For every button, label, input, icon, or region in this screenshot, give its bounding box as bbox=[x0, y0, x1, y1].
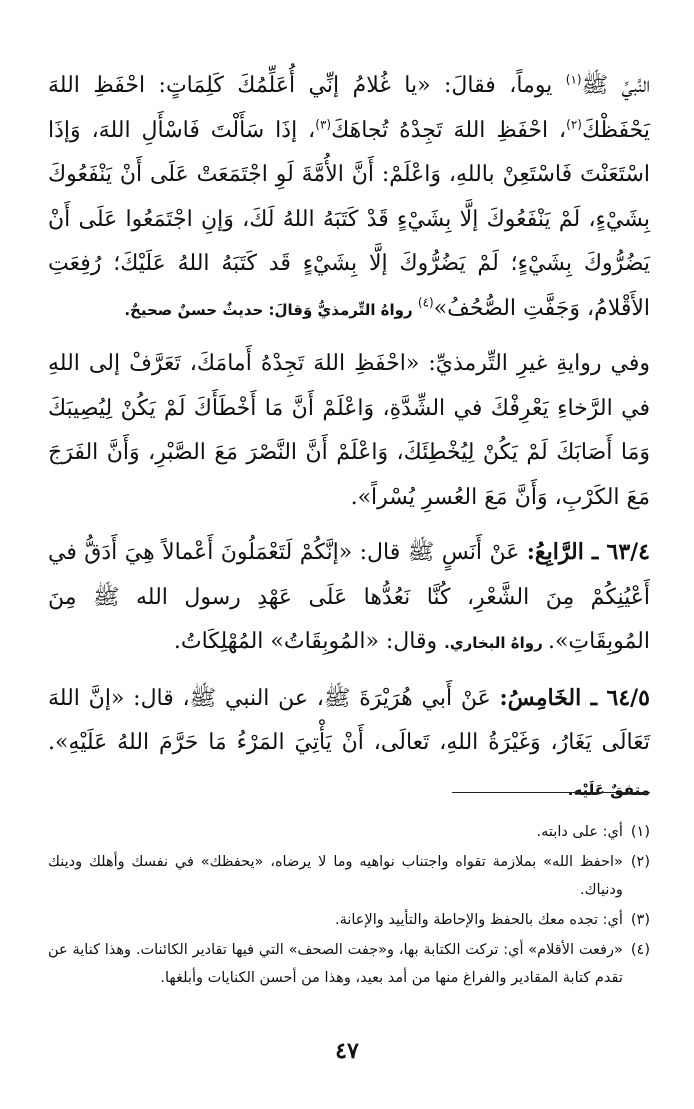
footnote-ref-1[interactable]: (١) bbox=[565, 72, 582, 87]
text-run: ، احْفَظِ اللهَ تَجِدْهُ تُجاهَكَ bbox=[331, 117, 567, 143]
text-run: النَّبيِّ ﷺ bbox=[581, 73, 650, 98]
hadith-source: متفقٌ عَلَيْه. bbox=[567, 780, 650, 799]
footnote bbox=[48, 906, 650, 934]
footnote bbox=[48, 848, 650, 904]
footnote-mark: (٤) bbox=[630, 942, 650, 958]
hadith-paragraph bbox=[48, 64, 650, 332]
footnote-divider bbox=[452, 792, 650, 793]
text-run: ، إذَا سَأَلْتَ فَاسْأَلِ اللهَ، وَإذَا اسْتَعَنْتَ فَاسْتَعِنْ باللهِ، وَاعْلَمْ: أَنَّ الأُمَّةَ لَوِ اجْتَمَعَتْ عَلَى أَنْ يَنْفَعُوكَ بِشَيْءٍ، لَمْ يَنْفَعُوكَ إلَّا بِشَيْءٍ قَدْ كَتَبَهُ اللهُ لَكَ، وَإنِ اجْتَمَعُوا عَلَى أَنْ يَضُرُّوكَ بِشَيْءٍ؛ لَمْ يَضُرُّوكَ إلَّا بِشَيْءٍ قَد كَتَبَهُ اللهُ عَلَيْكَ؛ رُفِعَتِ الأَقْلامُ، وَجَفَّتِ الصُّحُفُ» bbox=[48, 117, 650, 321]
page-number: ٤٧ bbox=[335, 1038, 359, 1064]
main-text bbox=[48, 64, 650, 812]
hadith-number: ٦٤/٥ ـ الخَامِسُ: bbox=[499, 684, 650, 711]
narration-paragraph bbox=[48, 342, 650, 520]
footnote bbox=[48, 936, 650, 992]
footnote-mark: (٣) bbox=[630, 912, 650, 928]
text-run: عَنْ أَنَسٍ ﷺ قال: «إنَّكُمْ لَتَعْمَلُونَ أَعْمالاً هِيَ أَدَقُّ في أَعْيُنِكُمْ مِنَ الشَّعْرِ، كُنَّا نَعُدُّها عَلَى عَهْدِ رسول الله ﷺ مِنَ المُوبِقَاتِ». bbox=[48, 540, 650, 654]
footnote-text: «احفظ الله» بملازمة تقواه واجتناب نواهيه وما لا يرضاه، «يحفظك» في نفسك وأهلك ودينك ودنياك. bbox=[48, 854, 623, 898]
text-run: عَنْ أَبي هُرَيْرَةَ ﷺ، عن النبي ﷺ، قال: «إنَّ اللهَ تَعَالَى يَغَارُ، وَغَيْرَةُ اللهِ، تَعالَى، أَنْ يَأْتِيَ المَرْءُ مَا حَرَّمَ اللهُ عَلَيْهِ». bbox=[48, 685, 650, 755]
footnote-ref-3[interactable]: (٣) bbox=[315, 117, 332, 132]
hadith-source: رواهُ التِّرمذيُّ وَقالَ: حديثٌ حسنٌ صحيحٌ. bbox=[124, 300, 418, 319]
footnote-text: أي: على دابته. bbox=[536, 824, 623, 840]
footnote-text: «رفعت الأقلام» أي: تركت الكتابة بها، و«جفت الصحف» التي فيها تقادير الكائنات. وهذا كناية عن تقدم كتابة المقادير والفراغ منها من أمد بعيد، وهذا من أحسن الكنايات وأبلغها. bbox=[48, 942, 623, 986]
text-run: وقال: «المُوبِقَاتُ» المُهْلِكَاتُ. bbox=[173, 629, 445, 654]
hadith-paragraph bbox=[48, 530, 650, 666]
footnotes-list bbox=[48, 818, 650, 994]
hadith-source: رواهُ البخاري. bbox=[444, 634, 548, 652]
footnote-mark: (٢) bbox=[630, 854, 650, 870]
footnote bbox=[48, 818, 650, 846]
text-run: وفي روايةِ غيرِ التِّرمذيِّ: «احْفَظِ اللهَ تَجِدْهُ أَمامَكَ، تَعَرَّفْ إلى اللهِ في الرَّخاءِ يَعْرِفْكَ في الشِّدَّةِ، وَاعْلَمْ أَنَّ مَا أَخْطَأَكَ لَمْ يَكُنْ لِيُصِيبَكَ وَمَا أَصَابَكَ لَمْ يَكُنْ لِيُخْطِئَكَ، وَاعْلَمْ أَنَّ النَّصْرَ مَعَ الصَّبْرِ، وَأَنَّ الفَرَجَ مَعَ الكَرْبِ، وَأَنَّ مَعَ العُسرِ يُسْراً». bbox=[48, 351, 650, 510]
footnote-mark: (١) bbox=[630, 824, 650, 840]
footnote-ref-2[interactable]: (٢) bbox=[566, 117, 582, 132]
footnote-ref-4[interactable]: (٤) bbox=[417, 295, 434, 310]
text-run: يوماً، فقالَ: «يا غُلامُ إنِّي أُعَلِّمُكَ كَلِمَاتٍ: احْفَظِ اللهَ يَحْفَظْكَ bbox=[48, 73, 650, 143]
hadith-number: ٦٣/٤ ـ الرَّابِعُ: bbox=[526, 539, 650, 565]
footnote-text: أي: تجده معك بالحفظ والإحاطة والتأييد والإعانة. bbox=[334, 912, 623, 928]
